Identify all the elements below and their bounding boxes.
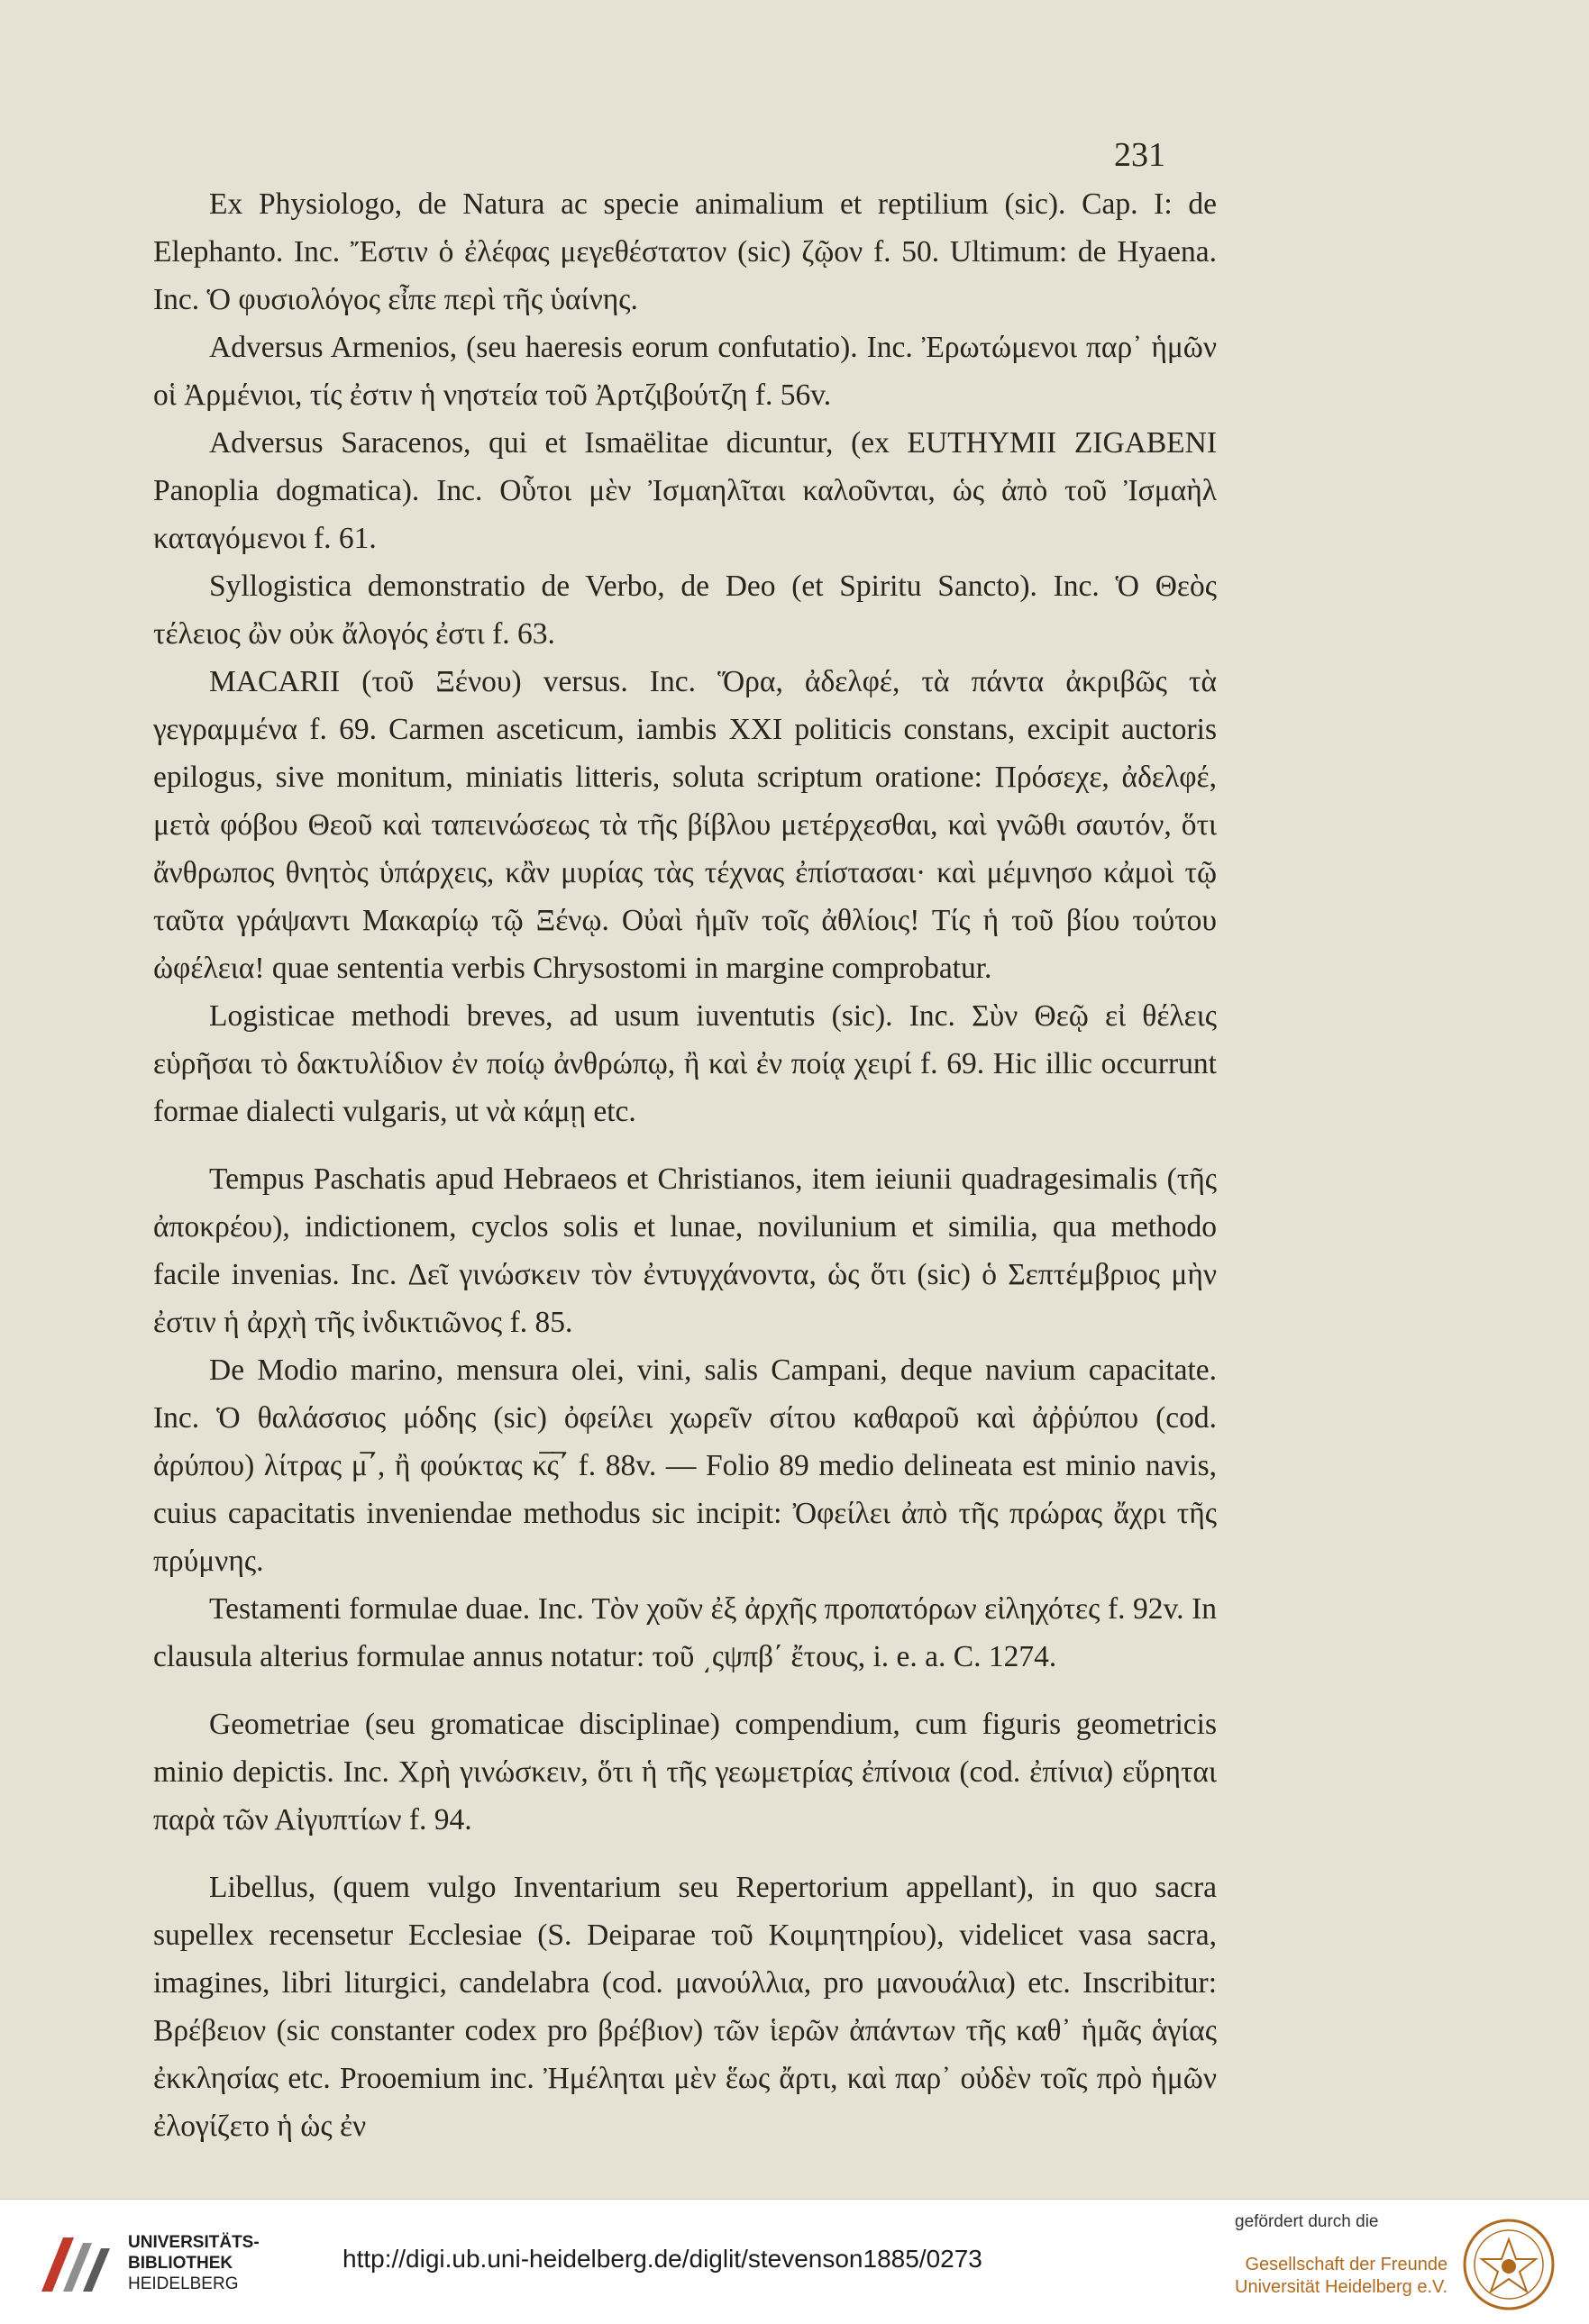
page-number: 231 xyxy=(1114,136,1165,174)
catalogue-text xyxy=(153,180,1217,2150)
society-name xyxy=(1235,2254,1447,2299)
permalink-url[interactable]: http://digi.ub.uni-heidelberg.de/diglit/stevenson1885/0273 xyxy=(342,2245,982,2273)
society-name-line2: Universität Heidelberg e.V. xyxy=(1235,2277,1448,2297)
funder-label: gefördert durch die xyxy=(1235,2212,1379,2231)
library-name-line1: UNIVERSITÄTS- xyxy=(128,2233,260,2252)
entry-syllogistica: Syllogistica demonstratio de Verbo, de Deo (et Spiritu Sancto). Inc. Ὁ Θεὸς τέλειος ὢν οὐκ ἄλογός ἐστι f. 63. xyxy=(153,570,1217,651)
entry-tempus-paschatis: Tempus Paschatis apud Hebraeos et Christianos, item ieiunii quadragesimalis (τῆς ἀποκρέου), indictionem, cyclos solis et lunae, novilunium et similia, qua methodo facile invenias. Inc. Δεῖ γινώσκειν τὸν ἐντυγχάνοντα, ὡς ὅτι (sic) ὁ Σεπτέμβριος μὴν ἐστιν ἡ ἀρχὴ τῆς ἰνδικτιῶνος f. 85. xyxy=(153,1162,1217,1339)
library-name-line2: BIBLIOTHEK xyxy=(128,2254,233,2273)
entry-geometriae: Geometriae (seu gromaticae disciplinae) compendium, cum figuris geometricis minio depictis. Inc. Χρὴ γινώσκειν, ὅτι ἡ τῆς γεωμετρίας ἐπίνοια (cod. ἐπίνια) εὕρηται παρὰ τῶν Αἰγυπτίων f. 94. xyxy=(153,1708,1217,1836)
university-library-logo-icon xyxy=(36,2228,117,2299)
society-name-line1: Gesellschaft der Freunde xyxy=(1245,2255,1448,2274)
entry-logisticae-methodi: Logisticae methodi breves, ad usum iuventutis (sic). Inc. Σὺν Θεῷ εἰ θέλεις εὑρῆσαι τὸ δακτυλίδιον ἐν ποίῳ ἀνθρώπῳ, ἢ καὶ ἐν ποίᾳ χειρί f. 69. Hic illic occurrunt formae dialecti vulgaris, ut νὰ κάμῃ etc. xyxy=(153,999,1217,1128)
entry-adversus-saracenos: Adversus Saracenos, qui et Ismaëlitae dicuntur, (ex EUTHYMII ZIGABENI Panoplia dogmatica). Inc. Οὗτοι μὲν Ἰσμαηλῖται καλοῦνται, ὡς ἀπὸ τοῦ Ἰσμαὴλ καταγόμενοι f. 61. xyxy=(153,426,1217,555)
entry-physiologus: Ex Physiologo, de Natura ac specie animalium et reptilium (sic). Cap. I: de Elephanto. Inc. Ἔστιν ὁ ἐλέφας μεγεθέστατον (sic) ζῷον f. 50. Ultimum: de Hyaena. Inc. Ὁ φυσιολόγος εἶπε περὶ τῆς ὑαίνης. xyxy=(153,187,1217,316)
entry-libellus: Libellus, (quem vulgo Inventarium seu Repertorium appellant), in quo sacra supellex recensetur Ecclesiae (S. Deiparae τοῦ Κοιμητηρίου), videlicet vasa sacra, imagines, libri liturgici, candelabra (cod. μανούλλια, pro μανουάλια) etc. Inscribitur: Βρέβειον (sic constanter codex pro βρέβιον) τῶν ἱερῶν ἀπάντων τῆς καθ᾽ ἡμᾶς ἁγίας ἐκκλησίας etc. Prooemium inc. Ἠμέληται μὲν ἕως ἄρτι, καὶ παρ᾽ οὐδὲν τοῖς πρὸ ἡμῶν ἐλογίζετο ἡ ὡς ἐν xyxy=(153,1871,1217,2143)
entry-adversus-armenios: Adversus Armenios, (seu haeresis eorum confutatio). Inc. Ἐρωτώμενοι παρ᾽ ἡμῶν οἱ Ἀρμένιοι, τίς ἐστιν ἡ νηστεία τοῦ Ἀρτζιβούτζη f. 56v. xyxy=(153,331,1217,412)
entry-de-modio-marino: De Modio marino, mensura olei, vini, salis Campani, deque navium capacitate. Inc. Ὁ θαλάσσιος μόδης (sic) ὀφείλει χωρεῖν σίτου καθαροῦ καὶ ἀῤῥύπου (cod. ἀρύπου) λίτρας μ̅΄, ἢ φούκτας κ̅ς̅΄ f. 88v. — Folio 89 medio delineata est minio navis, cuius capacitatis inveniendae methodus sic incipit: Ὀφείλει ἀπὸ τῆς πρώρας ἄχρι τῆς πρύμνης. xyxy=(153,1353,1217,1578)
digital-library-footer xyxy=(0,2199,1589,2324)
entry-testamenti-formulae: Testamenti formulae duae. Inc. Τὸν χοῦν ἐξ ἀρχῆς προπατόρων εἰληχότες f. 92v. In clausula alterius formulae annus notatur: τοῦ ͵ςψπβ΄ ἔτους, i. e. a. C. 1274. xyxy=(153,1592,1217,1673)
university-seal-icon xyxy=(1462,2218,1556,2311)
library-name-line3: HEIDELBERG xyxy=(128,2274,239,2293)
entry-macarii-versus: MACARII (τοῦ Ξένου) versus. Inc. Ὅρα, ἀδελφέ, τὰ πάντα ἀκριβῶς τὰ γεγραμμένα f. 69. Carmen asceticum, iambis XXI politicis constans, excipit auctoris epilogus, sive monitum, miniatis litteris, soluta scriptum oratione: Πρόσεχε, ἀδελφέ, μετὰ φόβου Θεοῦ καὶ ταπεινώσεως τὰ τῆς βίβλου μετέρχεσθαι, καὶ γνῶθι σαυτόν, ὅτι ἄνθρωπος θνητὸς ὑπάρχεις, κἂν μυρίας τὰς τέχνας ἐπίστασαι· καὶ μέμνησο κἀμοὶ τῷ ταῦτα γράψαντι Μακαρίῳ τῷ Ξένῳ. Οὐαὶ ἡμῖν τοῖς ἀθλίοις! Τίς ἡ τοῦ βίου τούτου ὠφέλεια! quae sententia verbis Chrysostomi in margine comprobatur. xyxy=(153,665,1217,985)
library-name xyxy=(128,2232,260,2294)
